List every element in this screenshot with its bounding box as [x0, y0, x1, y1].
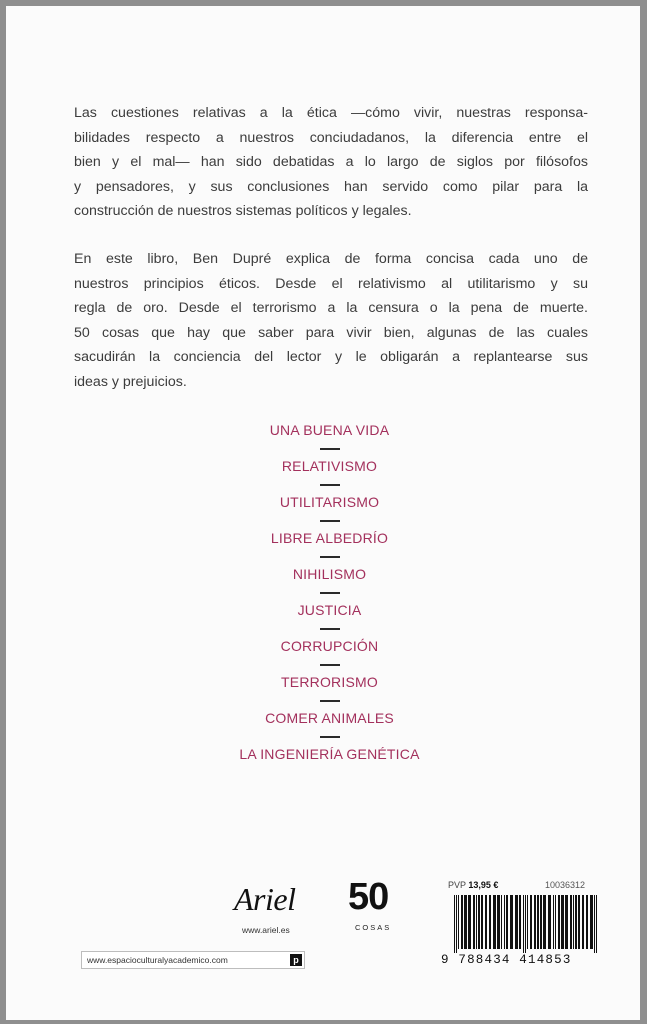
publisher-logo: Ariel	[234, 881, 296, 917]
topic-item: TERRORISMO	[6, 670, 647, 706]
divider-dash	[320, 664, 340, 666]
price-tag	[448, 880, 498, 890]
series-number: 50	[348, 876, 389, 918]
product-code: 10036312	[545, 880, 586, 890]
topic-item: UNA BUENA VIDA	[6, 418, 647, 454]
topic-item: JUSTICIA	[6, 598, 647, 634]
website-logo-icon: p	[290, 954, 302, 966]
text-line: bilidades respecto a nuestros conciudadanos, la diferencia entre el	[74, 129, 588, 146]
text-line: construcción de nuestros sistemas políticos y legales.	[74, 203, 412, 219]
website-text: www.espacioculturalyacademico.com	[87, 955, 228, 965]
isbn-number: 9 788434 414853	[441, 953, 572, 967]
divider-dash	[320, 628, 340, 630]
topic-list	[6, 418, 647, 778]
divider-dash	[320, 736, 340, 738]
divider-dash	[320, 484, 340, 486]
topic-item: UTILITARISMO	[6, 490, 647, 526]
topic-item: LIBRE ALBEDRÍO	[6, 526, 647, 562]
text-line: En este libro, Ben Dupré explica de forma concisa cada uno de	[74, 251, 588, 267]
divider-dash	[320, 592, 340, 594]
text-line: bien y el mal— han sido debatidas a lo largo de siglos por filósofos	[74, 154, 588, 170]
text-line: y pensadores, y sus conclusiones han servido como pilar para la	[74, 178, 588, 195]
text-line: Las cuestiones relativas a la ética —cómo vivir, nuestras responsa-	[74, 105, 588, 121]
barcode-icon	[454, 895, 598, 953]
synopsis-paragraph-1	[74, 101, 588, 224]
divider-dash	[320, 556, 340, 558]
topic-item: NIHILISMO	[6, 562, 647, 598]
publisher-url: www.ariel.es	[242, 925, 290, 935]
text-line: regla de oro. Desde el terrorismo a la censura o la pena de muerte.	[74, 300, 588, 316]
text-line: sacudirán la conciencia del lector y le obligarán a replantearse sus	[74, 349, 588, 365]
text-line: ideas y prejuicios.	[74, 373, 187, 390]
divider-dash	[320, 448, 340, 450]
topic-item: RELATIVISMO	[6, 454, 647, 490]
text-line: nuestros principios éticos. Desde el relativismo al utilitarismo y su	[74, 275, 588, 292]
price-value: 13,95 €	[468, 880, 499, 890]
topic-item: LA INGENIERÍA GENÉTICA	[239, 746, 420, 762]
text-line: 50 cosas que hay que saber para vivir bien, algunas de las cuales	[74, 324, 588, 341]
website-box	[81, 951, 305, 969]
divider-dash	[320, 700, 340, 702]
synopsis-paragraph-2	[74, 247, 588, 394]
topic-item: CORRUPCIÓN	[6, 634, 647, 670]
topic-item: COMER ANIMALES	[6, 706, 647, 742]
price-label: PVP	[448, 880, 466, 890]
series-word: COSAS	[355, 923, 392, 932]
divider-dash	[320, 520, 340, 522]
